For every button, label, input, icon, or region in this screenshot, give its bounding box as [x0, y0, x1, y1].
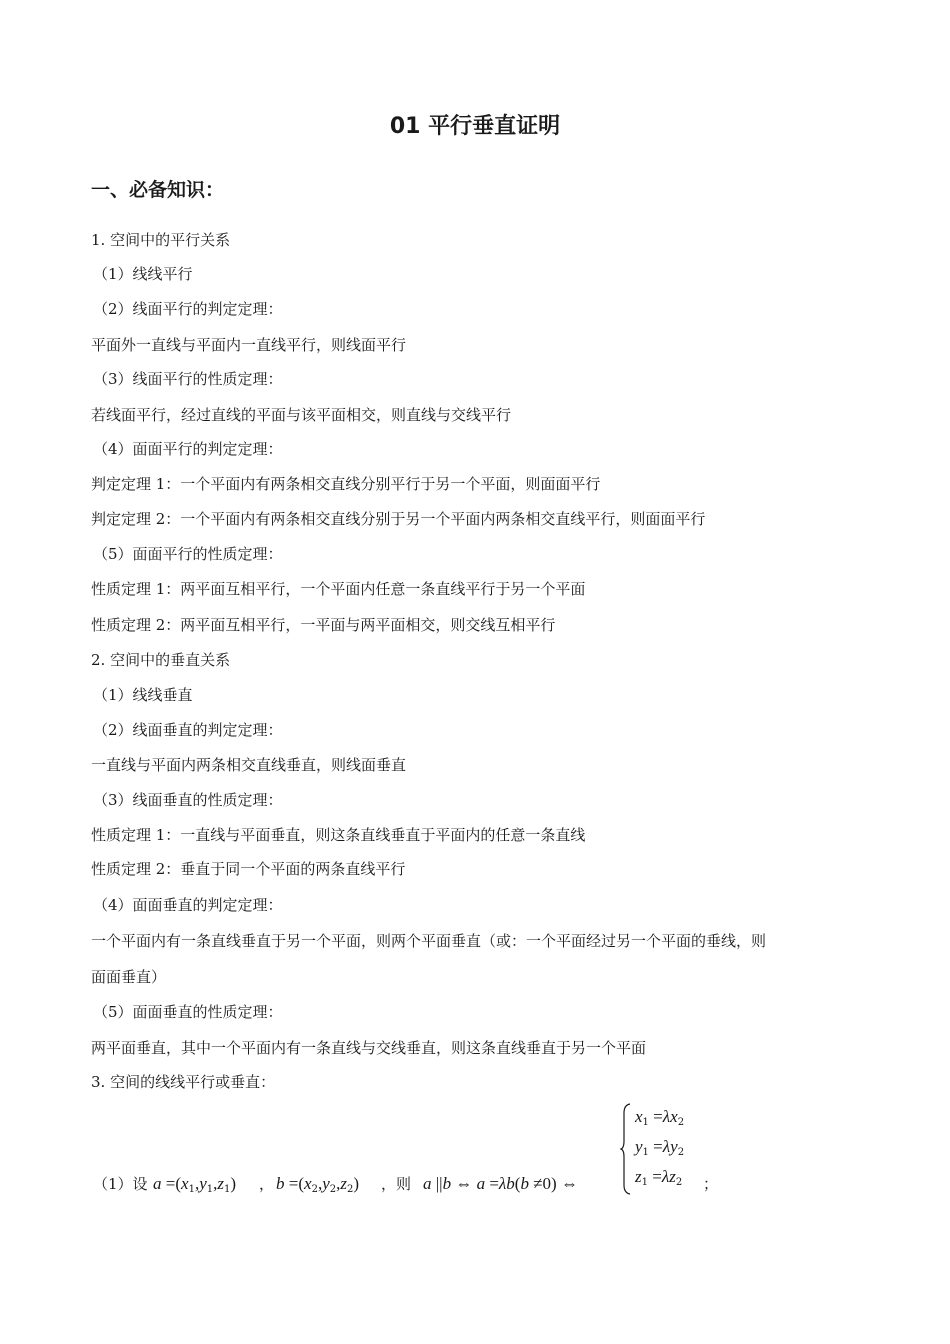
left-brace-icon [620, 1103, 632, 1195]
formula-prefix: （1）设 [93, 1175, 148, 1193]
list-item: （4）面面垂直的判定定理： [93, 896, 283, 914]
body-text: 若线面平行，经过直线的平面与该平面相交，则直线与交线平行 [91, 406, 512, 424]
body-text: 性质定理 1：两平面互相平行，一个平面内任意一条直线平行于另一个平面 [91, 580, 586, 598]
list-item: （3）线面垂直的性质定理： [93, 791, 283, 809]
vector-b-def: $b =(x_2,y_2,z_2)$ [276, 1174, 360, 1195]
list-heading-vector: 3. 空间的线线平行或垂直： [91, 1073, 276, 1091]
list-item: （2）线面平行的判定定理： [93, 300, 283, 318]
system-row-z: $z_1 =\lambda z_2$ [635, 1167, 683, 1188]
list-item: （2）线面垂直的判定定理： [93, 721, 283, 739]
list-heading-parallel: 1. 空间中的平行关系 [91, 231, 231, 249]
parallel-condition: a ||b ⇔ a =λb(b ≠0) ⇔ [423, 1174, 578, 1193]
list-item: （3）线面平行的性质定理： [93, 370, 283, 388]
system-row-y: $y_1 =\lambda y_2$ [635, 1137, 685, 1158]
list-item: （5）面面垂直的性质定理： [93, 1003, 283, 1021]
body-text: 一个平面内有一条直线垂直于另一个平面，则两个平面垂直（或：一个平面经过另一个平面的垂线，则 [91, 932, 767, 950]
then-text: ，则 [381, 1175, 412, 1193]
list-item: （5）面面平行的性质定理： [93, 545, 283, 563]
vector-a-def: $a =(x_1,y_1,z_1)$ [153, 1174, 237, 1195]
list-item: （4）面面平行的判定定理： [93, 440, 283, 458]
body-text: 判定定理 1：一个平面内有两条相交直线分别平行于另一个平面，则面面平行 [91, 475, 601, 493]
section-heading: 一、必备知识： [91, 179, 225, 201]
comma: ， [259, 1175, 275, 1193]
formula-end: ； [703, 1175, 719, 1193]
system-row-x: $x_1 =\lambda x_2$ [635, 1107, 685, 1128]
page-title: 01 平行垂直证明 [389, 114, 561, 139]
body-text: 平面外一直线与平面内一直线平行，则线面平行 [91, 336, 407, 354]
body-text: 判定定理 2：一个平面内有两条相交直线分别于另一个平面内两条相交直线平行，则面面平行 [91, 510, 706, 528]
body-text: 一直线与平面内两条相交直线垂直，则线面垂直 [91, 756, 407, 774]
list-item: （1）线线平行 [93, 265, 193, 283]
body-text: 性质定理 2：垂直于同一个平面的两条直线平行 [91, 860, 406, 878]
body-text: 两平面垂直，其中一个平面内有一条直线与交线垂直，则这条直线垂直于另一个平面 [91, 1039, 647, 1057]
list-heading-perpendicular: 2. 空间中的垂直关系 [91, 651, 231, 669]
list-item: （1）线线垂直 [93, 686, 193, 704]
body-text: 面面垂直） [91, 968, 167, 986]
body-text: 性质定理 1：一直线与平面垂直，则这条直线垂直于平面内的任意一条直线 [91, 826, 586, 844]
formula-row [93, 1100, 853, 1210]
body-text: 性质定理 2：两平面互相平行，一平面与两平面相交，则交线互相平行 [91, 616, 556, 634]
